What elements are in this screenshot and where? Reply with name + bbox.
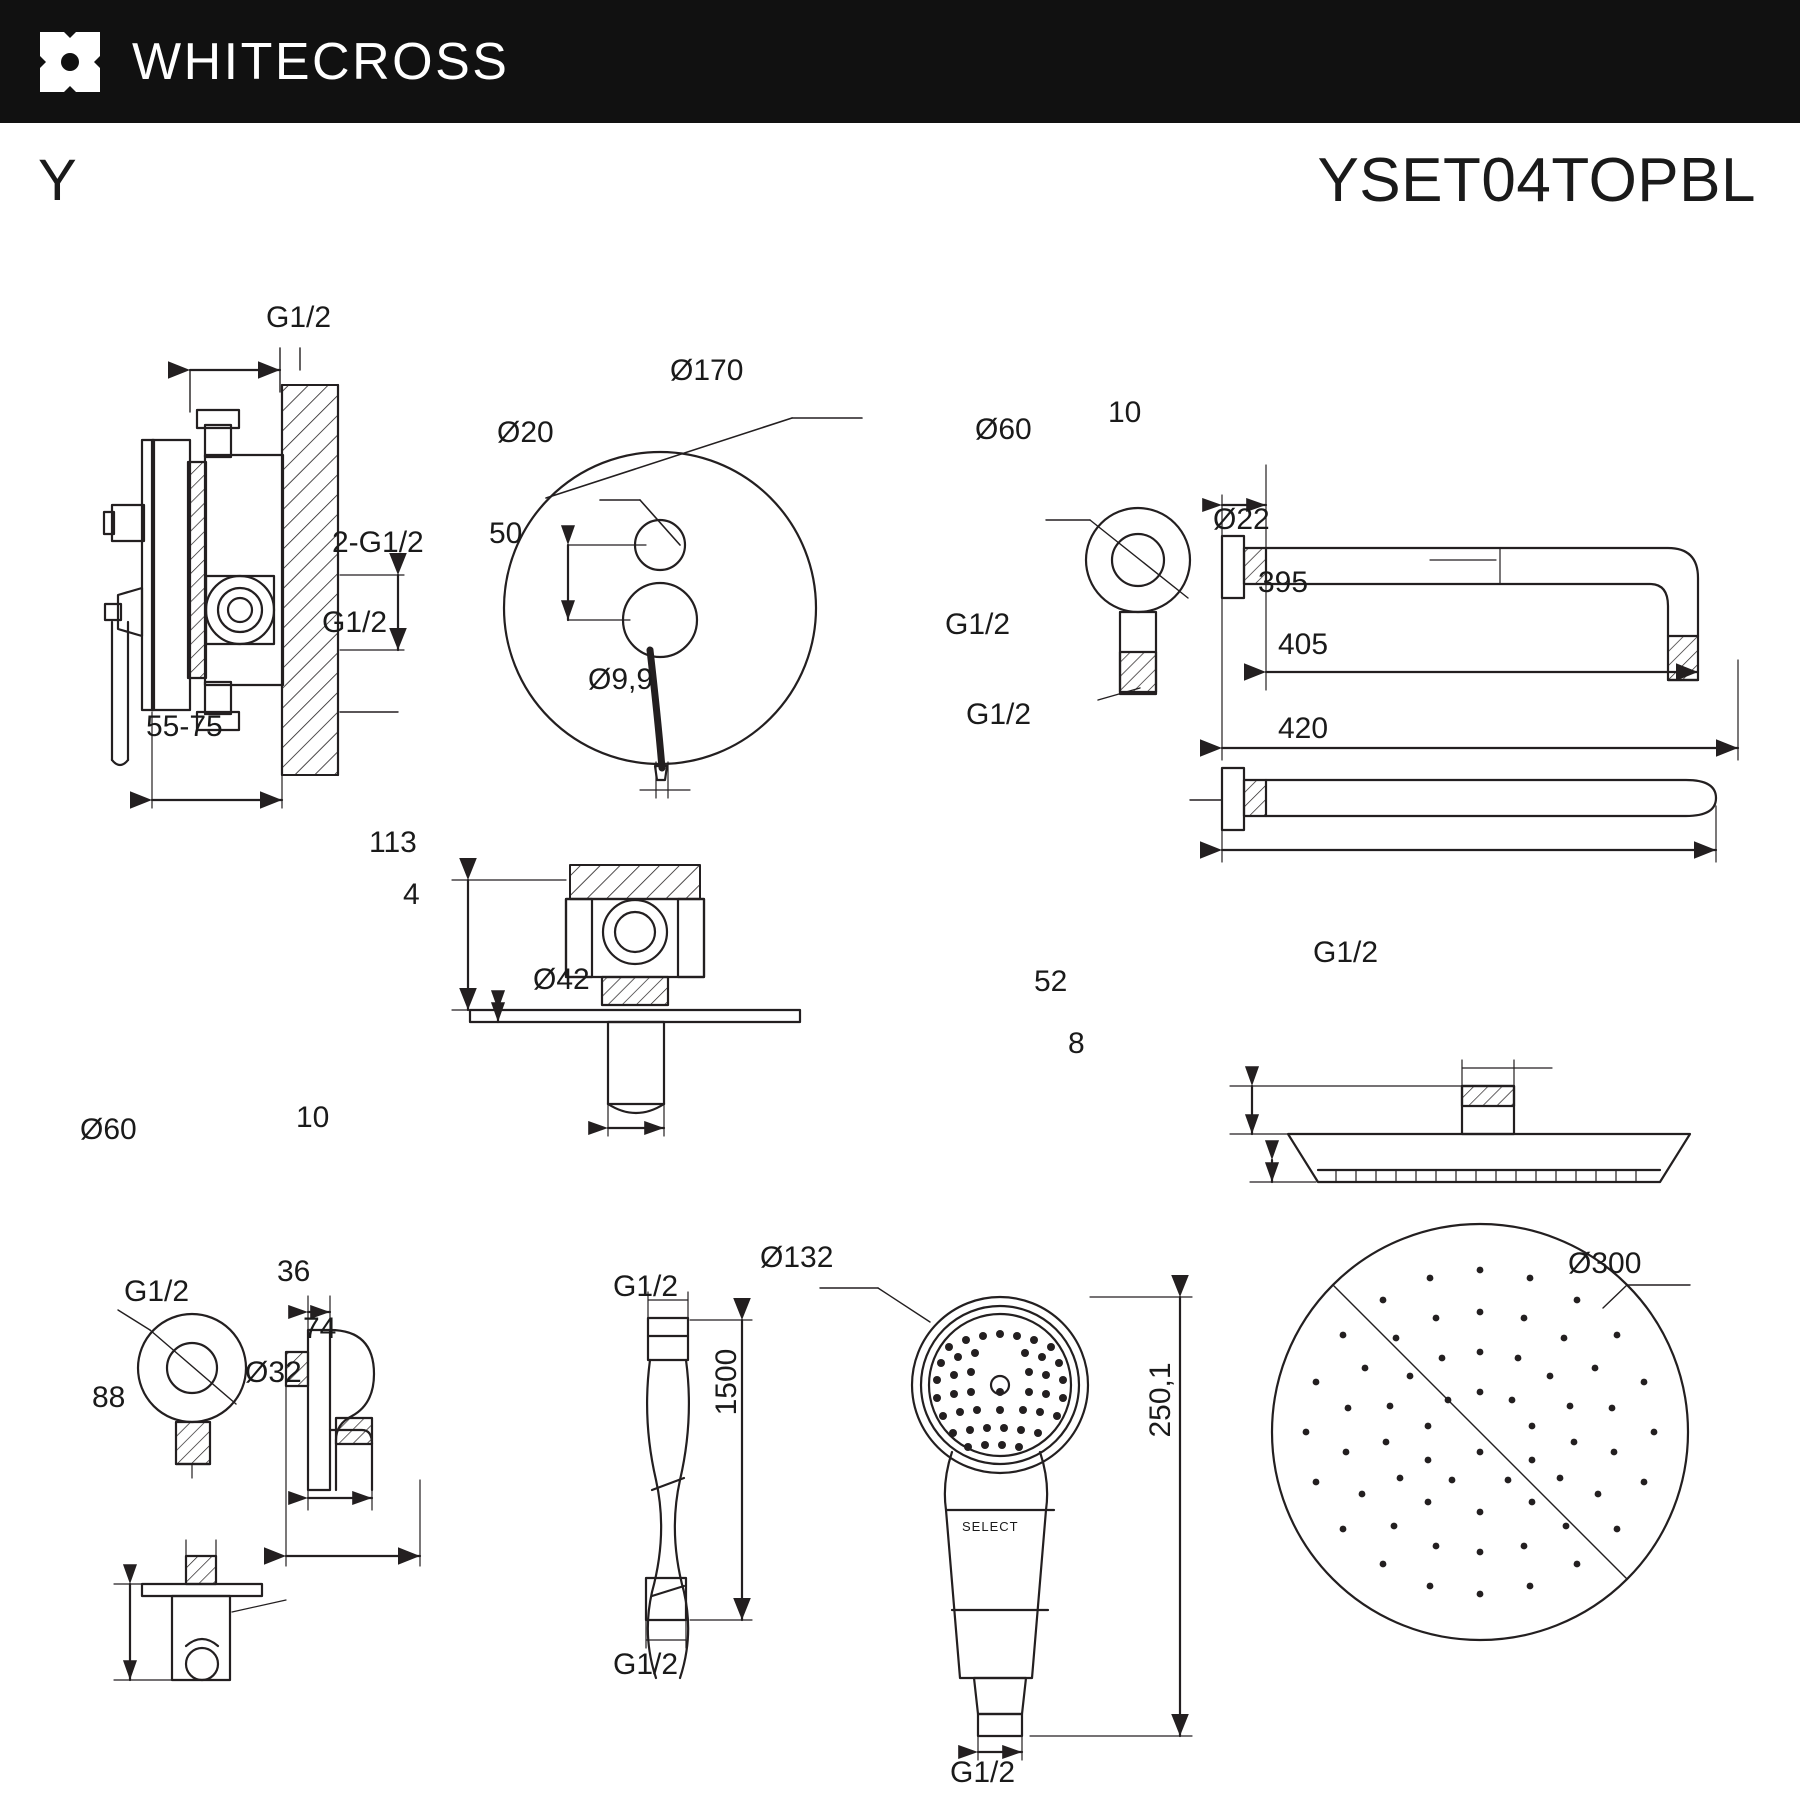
dim-arm-thread-bottom: G1/2 bbox=[966, 698, 1032, 731]
dim-mixer-inlet-top: G1/2 bbox=[266, 301, 332, 334]
series-label: Y bbox=[38, 148, 77, 213]
dim-diverter-diameter: Ø20 bbox=[497, 416, 554, 449]
dim-center-distance: 50 bbox=[489, 517, 523, 550]
overhead-shower-face bbox=[1272, 1224, 1690, 1640]
dim-overhead-thickness: 8 bbox=[1068, 1027, 1085, 1060]
dim-overhead-thread: G1/2 bbox=[1313, 936, 1379, 969]
dim-hand-thread: G1/2 bbox=[950, 1756, 1016, 1789]
dim-hose-thread-bottom: G1/2 bbox=[613, 1648, 679, 1681]
dim-mixer-outlets: 2-G1/2 bbox=[332, 526, 424, 559]
dim-arm-flange-diameter: Ø60 bbox=[975, 413, 1032, 446]
shower-arm-bottom bbox=[1190, 768, 1716, 862]
dim-elbow-flange: Ø60 bbox=[80, 1113, 137, 1146]
dim-mixer-inlet-bottom: G1/2 bbox=[322, 606, 388, 639]
dim-hose-thread-top: G1/2 bbox=[613, 1270, 679, 1303]
dim-overhead-diameter: Ø300 bbox=[1568, 1247, 1642, 1280]
dim-arm-tube-diameter: Ø22 bbox=[1213, 503, 1270, 536]
mixer-face-plate bbox=[504, 418, 862, 798]
dim-holder-offset-36: 36 bbox=[277, 1255, 311, 1288]
shower-arm-top bbox=[1046, 465, 1738, 760]
dim-elbow-thread: G1/2 bbox=[124, 1275, 190, 1308]
dim-hose-length: 1500 bbox=[710, 1348, 743, 1416]
dim-mixer-wall-depth: 55-75 bbox=[146, 710, 223, 743]
dim-arm-length-395: 395 bbox=[1258, 566, 1309, 599]
dim-plate-diameter: Ø170 bbox=[670, 354, 744, 387]
dim-hand-head-diameter: Ø132 bbox=[760, 1241, 834, 1274]
product-code: YSET04TOPBL bbox=[1317, 146, 1756, 215]
dim-arm-flange-depth: 10 bbox=[1108, 396, 1142, 429]
dim-arm-length-405: 405 bbox=[1278, 628, 1329, 661]
dim-hand-length: 250,1 bbox=[1144, 1362, 1177, 1438]
hand-shower-nozzles bbox=[933, 1330, 1067, 1451]
dim-holder-depth: 10 bbox=[296, 1101, 330, 1134]
overhead-shower-side bbox=[1230, 1060, 1690, 1182]
dim-holder-height: 88 bbox=[92, 1381, 126, 1414]
dim-overhead-drop: 52 bbox=[1034, 965, 1068, 998]
dim-lever-shaft: Ø9,9 bbox=[588, 663, 654, 696]
dim-holder-offset-74: 74 bbox=[303, 1312, 337, 1345]
dim-plate-thickness: 4 bbox=[403, 878, 420, 911]
wall-elbow-and-holder bbox=[114, 1296, 420, 1680]
dim-outlet-diameter: Ø42 bbox=[533, 963, 590, 996]
dim-arm-thread-top: G1/2 bbox=[945, 608, 1011, 641]
dim-arm-length-420: 420 bbox=[1278, 712, 1329, 745]
brand-name: WHITECROSS bbox=[132, 32, 510, 91]
dim-valve-height: 113 bbox=[369, 826, 417, 859]
hand-shower-brand-text: SELECT bbox=[962, 1519, 1019, 1534]
wall-outlet-section bbox=[452, 865, 800, 1136]
dim-holder-diameter: Ø32 bbox=[245, 1356, 302, 1389]
